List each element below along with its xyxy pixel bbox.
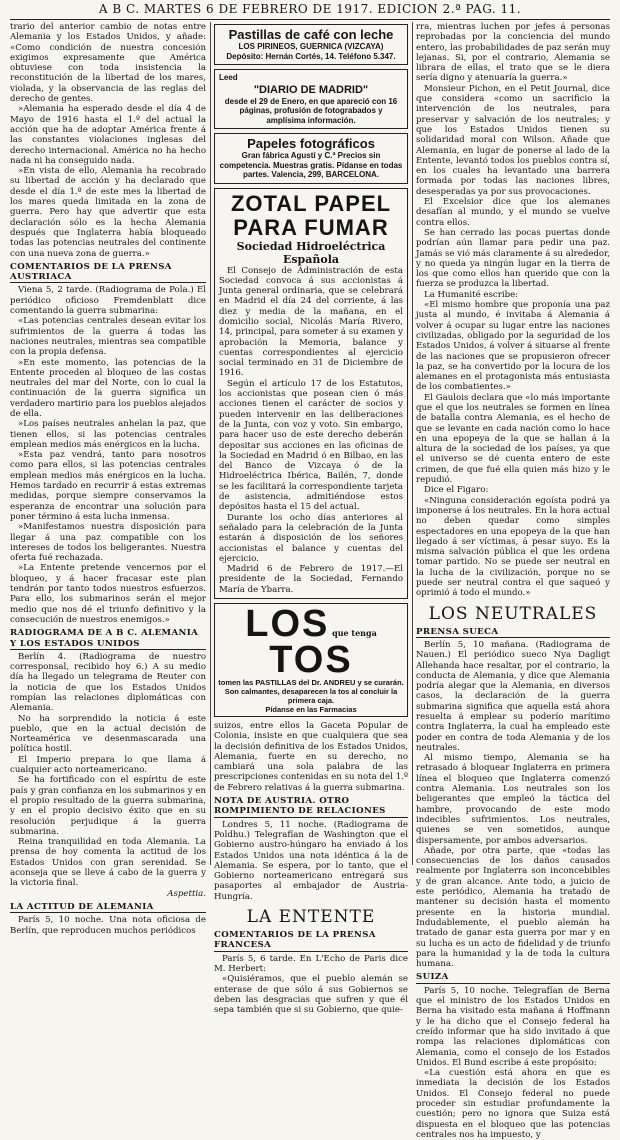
ad-line: Pídanse en las Farmacias	[265, 705, 357, 714]
paragraph: Dice el Figaro:	[424, 485, 489, 496]
paragraph: »La Entente pretende vencernos por el bloqueo, y á hacer fracasar este plan tendrán por tanto todos nuestros esfuerzos. Para ello, los submarinos serán el mejor medio que nos dé el triunfo definitivo y la consecución de nuestros enemigos.»	[10, 563, 206, 625]
paragraph: »En vista de ello, Alemania ha recobrado su libertad de acción y ha declarado que desde el día 1.º de este mes la libertad de los mares queda limitada en la zona de guerra. Pero hay que advertir que esta declaración sólo es la hecha Alemania después que Inglaterra había bloqueado todas las potencias neutrales del continente con una nueva zona de guerra.»	[10, 166, 206, 259]
company-heading: Sociedad Hidroeléctrica Española	[236, 239, 386, 266]
paragraph: El Consejo de Administración de esta Sociedad convoca á sus accionistas á Junta general ordinaria, que se celebrará en Madrid el día 24 del corriente, á las diez y media de la mañana, en el domicilio social, Nicolás María Rivero, 14, principal, para someter á su examen y aprobación la Memoria, balance y cuentas correspondientes al ejercicio social terminado en 31 de Diciembre de 1916.	[219, 265, 403, 379]
advertisement-los-tos	[214, 603, 408, 717]
section-heading: RADIOGRAMA DE A B C. ALEMANIA Y LOS ESTADOS UNIDOS	[10, 628, 206, 650]
paragraph: El Gaulois declara que «lo más importante que el que los neutrales se formen en línea de batalla contra Alemania, es el hecho de que se levante en cada nación como lo hace en una epopeya de la que se hallan á la altura de la sociedad de los países, ya que el universo se dé cuenta entero de este crimen, de que fué ella quien más hizo y le repudió.	[416, 392, 610, 486]
paragraph: Se han cerrado las pocas puertas donde podrían aún llamar para pedir una paz. Jamás se vió más claramente á su alrededor, y no queda ya ningún lugar en la tierra de los que como ellos han querido que con la fuerza se produzca la libertad.	[416, 227, 610, 290]
paragraph: »Los países neutrales anhelan la paz, que tienen ellos, si las potencias centrales emplean medios más enérgicos en la lucha.	[10, 419, 206, 450]
paragraph: trario del anterior cambio de notas entre Alemania y los Estados Unidos, y añade: «Como condición de nuestra concesión exigimos expresamente que América obtuviese con toda insistencia la reconstitución de la libertad de los mares, violada, y la observancia de las reglas del derecho de gentes.	[10, 22, 206, 105]
paragraph: Añade, por otra parte, que «todas las consecuencias de los daños causados realmente por Inglaterra son inconcebibles y de gran alcance. Ante todo, a juicio de este periódico, Alemania ha tratado de mantener su decisión hasta el momento presente en la historia mundial. Indudablemente, el pueblo alemán ha tratado de ganar esta guerra por mar y en su lucha es un acto de fidelidad y de triunfo para la humanidad y la de toda la cultura humana.	[416, 845, 610, 970]
section-title-entente: LA ENTENTE	[246, 907, 376, 928]
paragraph: rra, mientras luchen por jefes á personas reprobadas por la conciencia del mundo entero, las probabilidades de paz serán muy lejanas. Si, por el contrario, Alemania se librara de ellas, el trato que se le diera sería digno y atenuaría la guerra.»	[416, 22, 610, 84]
paragraph: »En este momento, las potencias de la Entente proceden al bloqueo de las costas neutrales del mar del Norte, con lo cual la continuación de la guerra significa un verdadero martirio para los pueblos alejados de ella.	[10, 357, 206, 419]
ad-title: Pastillas de café con leche	[228, 27, 394, 42]
paragraph: «Quisiéramos, que el pueblo alemán se enterase de que sólo á sus Gobiernos se deben las desgracias que sufren y que él sepa también que si su Gobierno, que quie-	[214, 974, 408, 1016]
paragraph: Berlín 4. (Radiograma de nuestro corresponsal, recibido hoy 6.) A su medio día ha llegado un telegrama de Reuter con la noticia de que los Estados Unidos rompían las relaciones diplomáticas con Alemania.	[10, 651, 206, 714]
paragraph: París 5, 10 noche. Telegrafían de Berna que el ministro de los Estados Unidos en Berna ha visitado esta mañana á Hoffmann y le ha dicho que el Consejo federal ha creído informar que ha sido invitado á que rompa las relaciones diplomáticas con Alemania, como el consejo de los Estados Unidos. El Bund escribe á este propósito:	[416, 985, 610, 1068]
ad-title: Papeles fotográficos	[247, 136, 375, 151]
paragraph: Viena 5, 2 tarde. (Radiograma de Pola.) El periódico oficioso Fremdenblatt dice comentando la guerra submarina:	[10, 285, 206, 317]
advertisement-zotal-sociedad	[214, 188, 408, 600]
paragraph: Durante los ocho días anteriores al señalado para la celebración de la Junta estarán á disposición de los señores accionistas el balance y cuentas del ejercicio.	[219, 512, 403, 564]
paragraph: «El mismo hombre que proponía una paz justa al mundo, é invitaba á Alemania á volver á ocupar su lugar entre las naciones civilizadas, obligado por la seguridad de los Estados Unidos, á volver á situarse al frente de las naciones que se propusieron ofrecer la paz, se ha convertido por la locura de los alemanes en el protagonista más entusiasta de los combatientes.»	[416, 300, 610, 393]
ad-text: desde el 29 de Enero, en que apareció con 16 páginas, profusión de fotograbados y amplísima información.	[224, 96, 398, 125]
ad-line: Son calmantes, desaparecen la tos al concluir la primera caja.	[224, 687, 398, 705]
paragraph: Se ha fortificado con el espíritu de este país y gran confianza en los submarinos y en el propio resultado de la guerra submarina, y en el propio decisivo éxito que en su resolución perjudique á la guerra submarina.	[10, 775, 206, 837]
paragraph: No ha sorprendido la noticia á este pueblo, que en la actual decisión de Norteamérica ve desenmascarada una política hostil.	[10, 713, 206, 755]
column-separator	[412, 22, 413, 865]
advertisement-diario-de-madrid	[214, 69, 408, 129]
section-heading: NOTA DE AUSTRIA. OTRO ROMPIMIENTO DE RELACIONES	[214, 796, 408, 818]
paragraph: »Manifestamos nuestra disposición para llegar á una paz compatible con los intereses de todos los beligerantes. Nuestra oferta fué rechazada.	[10, 522, 206, 564]
paragraph: «La cuestión está ahora en que es inmediata la decisión de los Estados Unidos. El Consejo federal no puede proceder sin estudiar profundamente la cuestión; pero no ignora que Suiza está dispuesta en el bloqueo que las potencias centrales nos ha impuesto, y	[416, 1068, 610, 1140]
paragraph: Madrid 6 de Febrero de 1917.—El presidente de la Sociedad, Fernando María de Ybarra.	[219, 564, 403, 595]
paragraph: La Humanité escribe:	[424, 289, 519, 300]
signature: Aspettia.	[167, 888, 206, 899]
ad-lead: Leed	[219, 73, 238, 82]
paragraph: suizos, entre ellos la Gaceta Popular de Colonia, insiste en que cualquiera que sea la decisión definitiva de los Estados Unidos, Alemania, fuerte en su derecho, no cambiará una sola palabra de las prescripciones contenidas en su nota del 1.º de Febrero relativas á la guerra submarina.	[214, 721, 408, 793]
zotal-title: ZOTAL PAPEL PARA FUMAR	[230, 190, 392, 240]
advertisement-pastillas-cafe	[214, 24, 408, 65]
paragraph: Según el artículo 17 de los Estatutos, los accionistas que posean cien ó más acciones tienen el carácter de socios y pueden intervenir en las deliberaciones de la Junta, con voz y voto. Sin embargo, para hacer uso de este derecho deberán depositar sus acciones en las oficinas de la Sociedad en Madrid ó en Bilbao, en las del Banco de Vizcaya ó de la Hidroeléctrica Ibérica, Bailén, 7, donde se les facilitará la correspondiente tarjeta de asistencia, admitiéndose estos depósitos hasta el 15 del actual.	[219, 378, 403, 513]
section-heading: SUIZA	[416, 972, 610, 983]
paragraph: Berlín 5, 10 mañana. (Radiograma de Nauen.) El periódico sueco Nya Dagligt Allehanda hace resaltar, por el contrario, la conducta de Alemania, y dice que Alemania podría alegar que la Alemania, en diversos casos, la declaración de la guerra submarina significa que aquella está ahora resuelta á emplear su poderío marítimo contra Inglaterra, la cual ha empleado este poder en contra de toda Alemania y de los neutrales.	[416, 639, 610, 753]
paragraph: París 5, 10 noche. Una nota oficiosa de Berlín, que reproducen muchos periódicos	[10, 915, 206, 936]
paragraph: París 5, 6 tarde. En L'Echo de Paris dice M. Herbert:	[214, 953, 408, 974]
ad-line: tomen las PASTILLAS del Dr. ANDREU y se curarán.	[218, 678, 404, 687]
ad-word-tos: TOS	[269, 639, 353, 681]
paragraph: «Ninguna consideración egoísta podrá ya imponerse á los neutrales. En la hora actual no deben quedar como simples espectadores en una epopeya de la que han llegado á ser víctimas, á pesar suyo. Es la misma salvación pública el que les ordena tomar partido. No se puede ser neutral en la lucha de la civilización, porque no se puede ser neutral contra el que saqueó y oprimió á todo el mundo.»	[416, 495, 610, 599]
column-2	[214, 22, 408, 1016]
header-rule	[10, 19, 610, 20]
ad-word-que: que tenga	[332, 628, 377, 638]
paragraph: Al mismo tiempo, Alemania se ha retrasado á bloquear Inglaterra en primera línea el bloqueo que Inglaterra comenzó contra Alemania. Los neutrales son los beligerantes que empleó la táctica del hambre, provocando de este modo indecibles sufrimientos. Los neutrales, quienes se ven sometidos, aunque dispersamente, por ambos adversarios.	[416, 753, 610, 846]
section-heading: COMENTARIOS DE LA PRENSA FRANCESA	[214, 930, 408, 952]
paragraph: El Imperio prepara lo que llama á cualquier acto norteamericano.	[10, 754, 206, 776]
section-heading: PRENSA SUECA	[416, 627, 610, 638]
ad-text: Gran fábrica Agustí y C.ª Precios sin competencia. Muestras gratis. Pídanse en todas partes. Valencia, 299, BARCELONA.	[219, 151, 403, 179]
column-1	[10, 22, 206, 936]
paragraph: Monsieur Pichon, en el Petit Journal, dice que considera «como un sacrificio la intervención de los neutrales, para preservar y salvación de los neutrales; y que los Estados Unidos tienen su solidaridad moral con Wilson. Añade que Alemania, en lugar de ponerse al lado de la Entente, levantó todos los pueblos contra sí, en los cuales ha levantado una barrera formada por todas las naciones libres, desesperadas ya por sus provocaciones.	[416, 83, 610, 197]
paragraph: «Las potencias centrales desean evitar los sufrimientos de la guerra á todas las naciones neutrales, mientras sea compatible con la propia defensa.	[10, 316, 206, 358]
running-head: A B C. MARTES 6 DE FEBRERO DE 1917. EDICION 2.ª PAG. 11.	[98, 2, 522, 16]
ad-line: Depósito: Hernán Cortés, 14. Teléfono 5.347.	[226, 51, 396, 61]
paragraph: Reina tranquilidad en toda Alemania. La prensa de hoy comenta la actitud de los Estados Unidos con gran serenidad. Se aconseja que se lleve á cabo de la guerra y la victoria final.	[10, 837, 206, 889]
section-heading: LA ACTITUD DE ALEMANIA	[10, 902, 206, 913]
ad-word-los: LOS	[245, 603, 330, 645]
paragraph: »Alemania ha esperado desde el día 4 de Mayo de 1916 hasta el 1.º del actual la acción que ha de adoptar América frente á las constantes violaciones inglesas del derecho internacional. América no ha hecho nada ni ha conseguido nada.	[10, 104, 206, 166]
paragraph: »Esta paz vendrá, tanto para nosotros como para ellos, si las potencias centrales emplean medios más enérgicos en la lucha. Hemos tardado en recurrir á estas extremas medidas, porque siempre conservamos la esperanza de encontrar una solución para poner término á esta lucha inmensa.	[10, 450, 206, 522]
section-title-neutrales: LOS NEUTRALES	[428, 603, 598, 624]
advertisement-papeles-fotograficos	[214, 133, 408, 184]
paragraph: Londres 5, 11 noche. (Radiograma de Poldhu.) Telegrafían de Washington que el Gobierno austro-húngaro ha enviado á los Estados Unidos una nota idéntica á la de Alemania. Se espera, por lo tanto, que el Gobierno norteamericano entregará sus pasaportes al embajador de Austria-Hungría.	[214, 819, 408, 902]
paragraph: El Excelsior dice que los alemanes desafían al mundo, y el mundo se vuelve contra ellos.	[416, 197, 610, 228]
column-separator	[210, 22, 211, 865]
ad-title: "DIARIO DE MADRID"	[253, 83, 369, 96]
ad-line: LOS PIRINEOS, GUERNICA (VIZCAYA)	[238, 42, 384, 51]
section-heading: COMENTARIOS DE LA PRENSA AUSTRIACA	[10, 262, 206, 284]
column-3	[416, 22, 610, 1140]
